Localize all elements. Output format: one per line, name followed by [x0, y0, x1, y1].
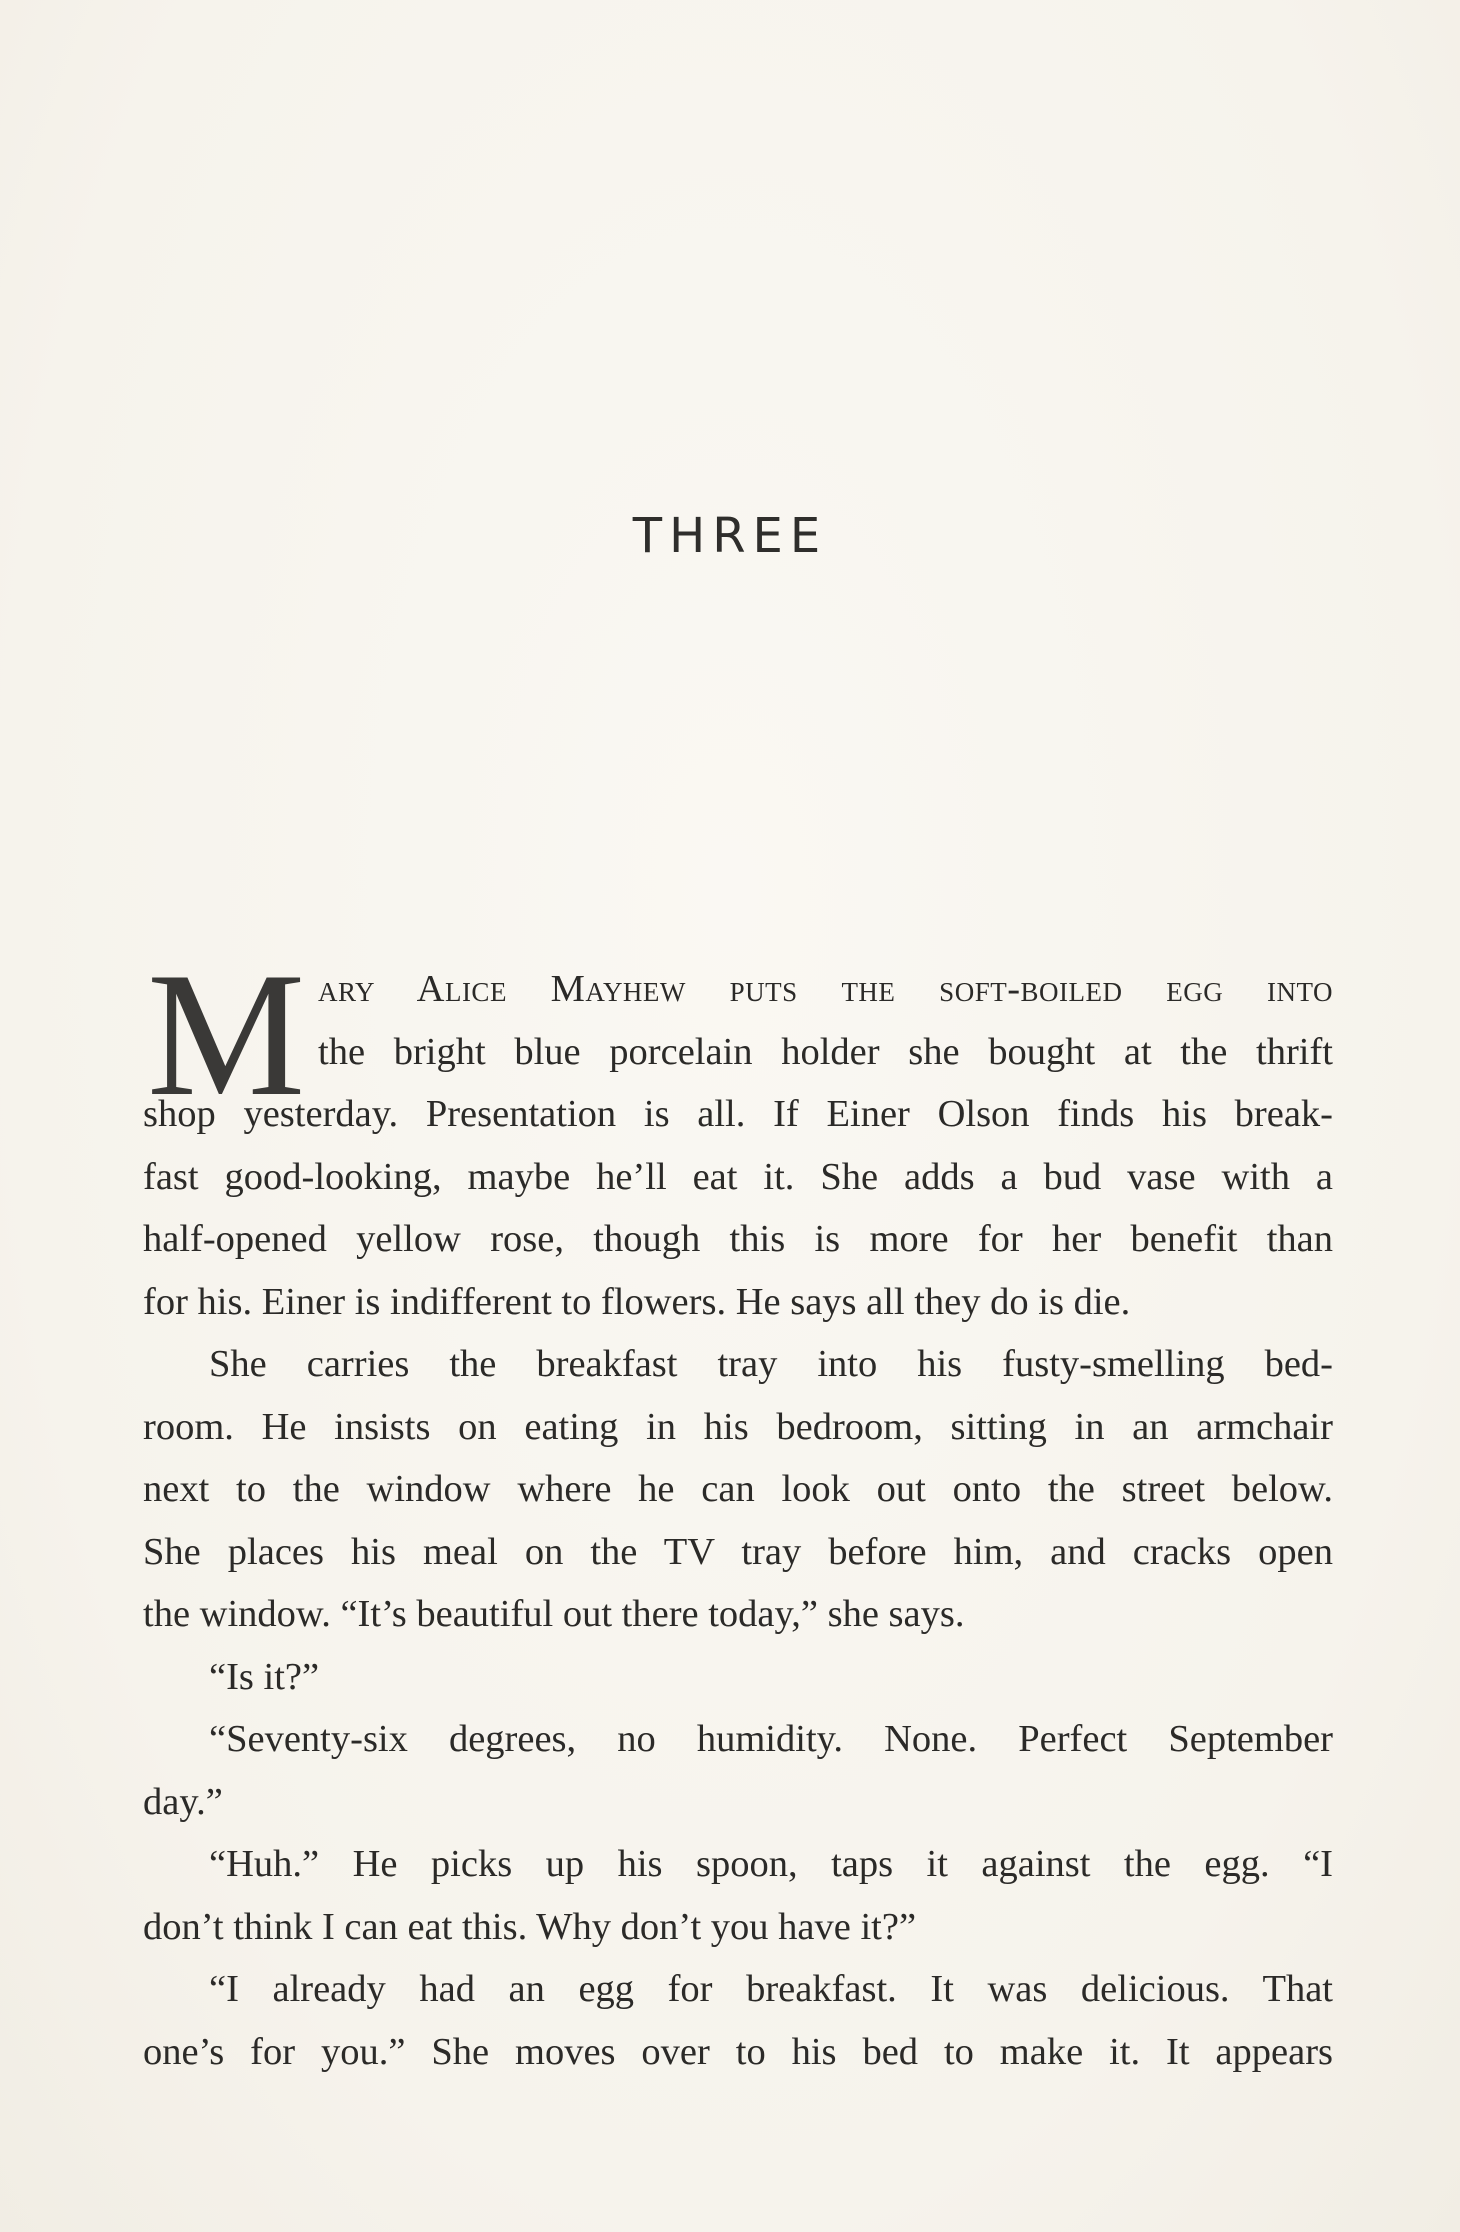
text-line: “I already had an egg for breakfast. It was delicious. That [209, 1968, 1333, 2010]
text-line: don’t think I can eat this. Why don’t you have it?” [143, 1905, 917, 1948]
chapter-title: THREE [632, 508, 828, 564]
text-line: for his. Einer is indifferent to flowers. He says all they do is die. [143, 1280, 1131, 1323]
text-line: room. He insists on eating in his bedroom, sitting in an armchair [143, 1405, 1333, 1448]
text-line: She places his meal on the TV tray before him, and cracks open [143, 1530, 1333, 1573]
text-line: day.” [143, 1780, 223, 1823]
text-line: “Huh.” He picks up his spoon, taps it against the egg. “I [209, 1843, 1333, 1885]
text-line: She carries the breakfast tray into his fusty-smelling bed- [209, 1343, 1333, 1385]
text-line-opening: ary Alice Mayhew puts the soft-boiled egg into [318, 968, 1333, 1010]
text-line: half-opened yellow rose, though this is more for her benefit than [143, 1218, 1333, 1260]
text-line: shop yesterday. Presentation is all. If Einer Olson finds his break- [143, 1093, 1333, 1135]
text-line: “Seventy-six degrees, no humidity. None. Perfect September [209, 1718, 1333, 1760]
text-line: the window. “It’s beautiful out there today,” she says. [143, 1593, 965, 1635]
text-line: next to the window where he can look out onto the street below. [143, 1468, 1333, 1510]
text-line: fast good-looking, maybe he’ll eat it. She adds a bud vase with a [143, 1155, 1333, 1198]
text-line: one’s for you.” She moves over to his bed to make it. It appears [143, 2030, 1333, 2073]
text-line: the bright blue porcelain holder she bought at the thrift [318, 1030, 1333, 1073]
drop-cap: M [147, 935, 306, 1133]
text-line: “Is it?” [209, 1655, 320, 1698]
body-text [143, 958, 1333, 2083]
